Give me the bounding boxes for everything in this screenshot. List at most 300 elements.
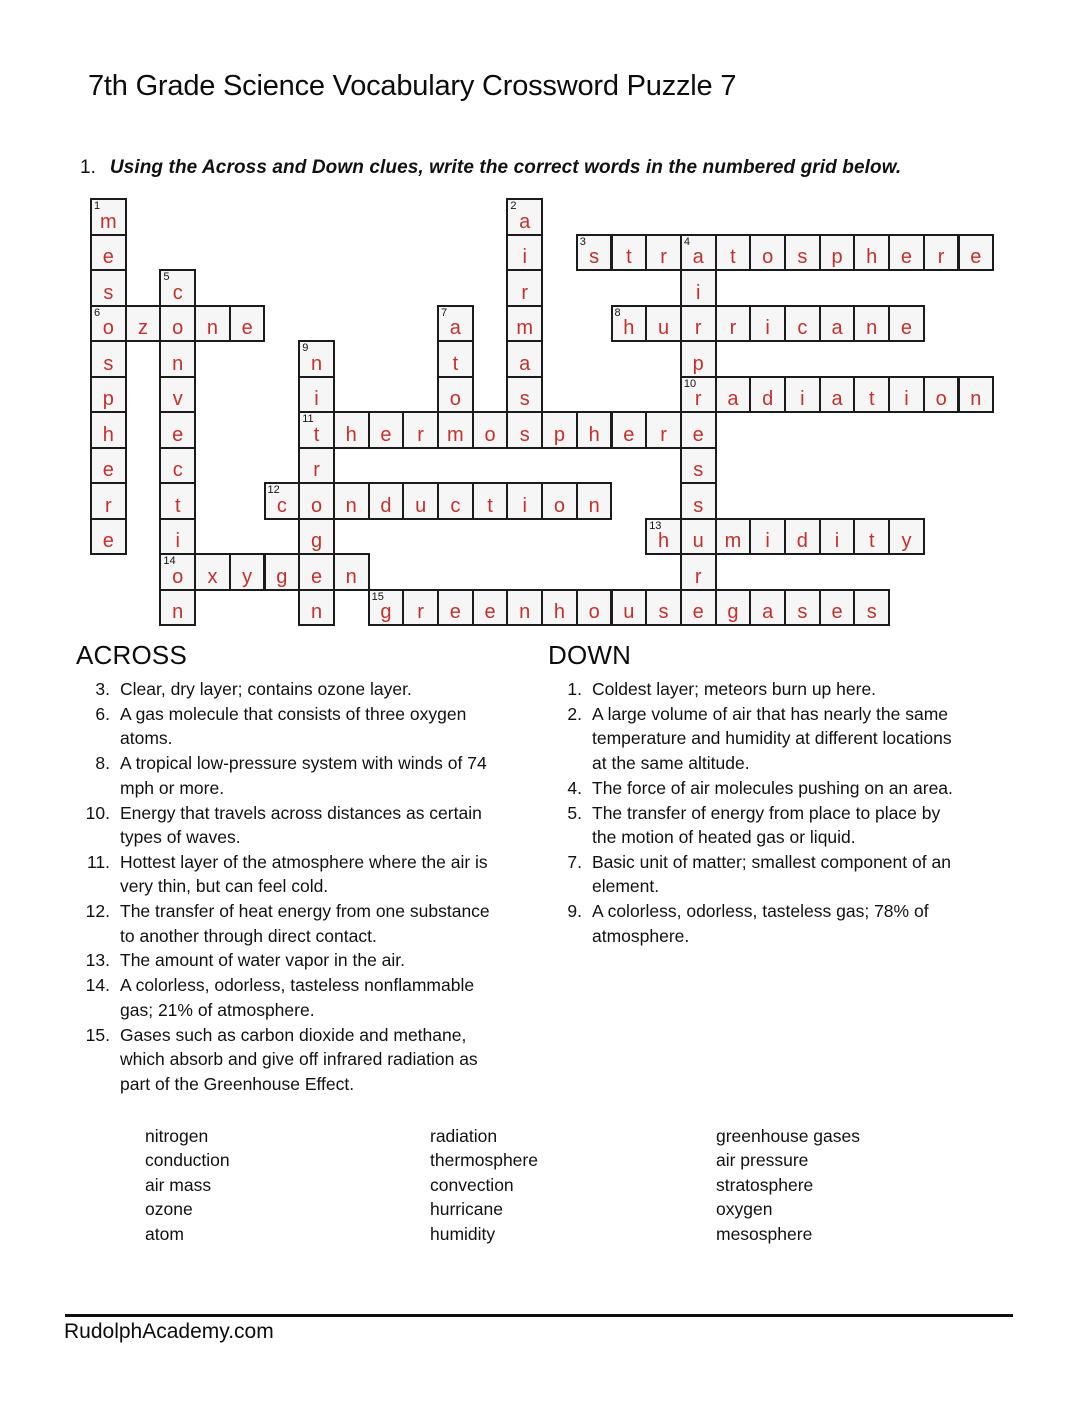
cell-letter: r [660,423,667,446]
clue-text: A tropical low-pressure system with winds of 74 mph or more. [120,753,487,798]
clue-text: Clear, dry layer; contains ozone layer. [120,679,412,699]
grid-cell [264,482,301,520]
grid-cell [402,589,439,627]
cell-number: 14 [163,555,176,567]
grid-cell [90,447,127,485]
clue-text: Coldest layer; meteors burn up here. [592,679,877,699]
grid-cell [958,376,995,414]
grid-cell [159,447,196,485]
grid-cell [819,376,856,414]
cell-letter: a [449,317,461,339]
cell-letter: s [866,601,877,623]
clue-text: A colorless, odorless, tasteless nonflammable gas; 21% of atmosphere. [120,975,475,1020]
across-clue-3 [76,677,556,701]
cell-letter: n [970,388,982,410]
grid-cell [749,589,786,627]
down-clue-9 [548,899,1048,948]
grid-cell [229,305,266,343]
cell-letter: p [692,352,704,375]
cell-number: 13 [649,519,662,532]
cell-letter: t [487,494,493,517]
word-bank-column-2 [430,1124,716,1246]
cell-letter: a [692,246,704,268]
cell-letter: s [693,459,704,481]
instruction-number: 1. [80,157,96,178]
grid-cell [506,482,543,520]
grid-cell [506,376,543,414]
cell-letter: a [831,317,843,339]
grid-cell [506,589,543,627]
cell-letter: m [100,210,117,233]
cell-number: 5 [163,271,170,283]
word-bank-word: thermosphere [430,1150,538,1171]
across-clue-10 [76,801,556,850]
cell-letter: s [519,423,530,446]
cell-letter: i [800,388,805,410]
grid-cell [680,234,717,272]
cell-letter: t [868,530,875,552]
cell-letter: r [105,494,112,517]
grid-cell [784,234,821,272]
cell-number: 9 [302,342,309,354]
cell-letter: s [693,494,704,517]
cell-letter: a [831,388,843,410]
cell-letter: o [449,388,461,410]
clue-text: The force of air molecules pushing on an area. [592,777,953,798]
grid-cell [90,340,127,378]
clue-number: 4. [567,777,582,798]
clue-text: Hottest layer of the atmosphere where the air is very thin, but can feel cold. [120,851,488,897]
grid-cell [159,589,196,627]
grid-cell [749,305,786,343]
grid-cell [715,234,752,272]
cell-letter: r [729,317,737,339]
cell-letter: r [313,459,320,481]
down-clue-4 [548,776,1048,800]
cell-letter: g [310,530,323,552]
word-bank-word: radiation [430,1126,498,1146]
cell-letter: s [103,281,114,304]
grid-cell [159,553,196,591]
grid-cell [784,305,821,343]
across-clue-8 [76,751,556,800]
clue-number: 8. [95,753,110,774]
grid-cell [715,376,752,414]
grid-cell [611,589,648,627]
cell-letter: r [521,281,529,304]
down-clue-list [548,677,1048,948]
clue-number: 9. [567,901,582,922]
grid-cell [784,376,821,414]
cell-letter: i [522,494,527,517]
grid-cell [159,376,196,414]
cell-letter: n [172,352,184,375]
grid-cell [194,553,231,591]
grid-cell [819,234,856,272]
grid-cell [333,411,370,449]
cell-number: 15 [371,590,384,603]
cell-number: 10 [683,377,697,390]
grid-cell [923,376,960,414]
cell-letter: c [172,281,183,304]
cell-letter: o [762,246,774,268]
clue-text: Gases such as carbon dioxide and methane, which absorb and give off infrared radiation as part of the Greenhouse Effect. [120,1024,478,1094]
cell-letter: n [345,565,357,588]
cell-number: 11 [302,413,314,425]
grid-cell [680,269,717,307]
grid-cell [888,305,925,343]
clue-text: The transfer of heat energy from one substance to another through direct contact. [120,901,490,946]
cell-letter: e [484,601,496,623]
cell-letter: z [138,317,149,339]
cell-letter: e [900,246,912,268]
word-bank-column-1 [145,1124,430,1246]
cell-letter: e [900,317,912,339]
grid-cell [159,411,196,449]
down-clues-section [548,640,1048,948]
cell-letter: t [174,494,181,517]
grid-cell [853,234,890,272]
grid-cell [472,482,509,520]
grid-cell [368,411,405,449]
grid-cell [159,269,196,307]
grid-cell [90,376,127,414]
word-bank-word: greenhouse gases [716,1126,860,1146]
grid-cell [298,589,335,627]
cell-letter: h [588,423,600,446]
cell-letter: a [519,352,531,375]
cell-letter: d [380,494,392,517]
grid-cell [506,411,543,449]
grid-cell [90,198,127,236]
across-clue-12 [76,899,556,948]
clue-text: The amount of water vapor in the air. [120,950,406,971]
cell-letter: e [692,423,704,446]
cell-letter: i [314,388,319,410]
grid-cell [437,305,474,343]
cell-letter: x [207,565,218,588]
cell-letter: n [519,601,531,623]
word-bank-word: atom [145,1223,184,1244]
cell-number: 8 [614,306,621,319]
cell-letter: u [623,601,635,623]
cell-letter: p [102,388,114,410]
grid-cell [90,411,127,449]
cell-letter: e [380,423,392,446]
grid-cell [90,482,127,520]
cell-letter: t [868,388,875,410]
grid-cell [680,518,717,556]
clue-number: 5. [567,802,582,823]
cell-number: 12 [267,484,280,496]
grid-cell [333,553,370,591]
cell-letter: s [797,601,808,623]
grid-cell [888,234,925,272]
instruction-text: Using the Across and Down clues, write the correct words in the numbered grid below. [109,157,902,178]
cell-letter: i [765,530,770,552]
cell-letter: e [102,246,114,268]
grid-cell [298,447,335,485]
word-bank-word: air mass [145,1174,212,1195]
grid-cell [749,518,786,556]
grid-cell [298,411,335,449]
cell-letter: r [694,565,702,588]
page-title: 7th Grade Science Vocabulary Crossword Puzzle 7 [88,70,737,102]
grid-cell [402,482,439,520]
grid-cell [264,553,301,591]
word-bank-word: nitrogen [145,1126,209,1146]
grid-cell [90,234,127,272]
cell-number: 3 [579,235,586,248]
grid-cell [680,376,717,414]
cell-letter: a [727,388,739,410]
grid-cell [958,234,995,272]
grid-cell [715,589,752,627]
grid-cell [680,482,717,520]
cell-letter: i [904,388,909,410]
cell-letter: e [449,601,461,623]
grid-cell [576,589,613,627]
cell-letter: n [866,317,878,339]
grid-cell [437,376,474,414]
across-clue-6 [76,702,556,751]
cell-letter: o [553,494,565,517]
cell-letter: c [797,317,808,339]
cell-letter: e [310,565,323,588]
cell-letter: h [102,423,114,446]
down-clue-7 [548,850,1048,899]
across-clue-15 [76,1023,556,1096]
cell-letter: r [417,423,424,446]
grid-cell [298,518,335,556]
cell-letter: n [172,601,184,623]
cell-letter: c [276,494,287,517]
down-clue-2 [548,702,1048,775]
clue-number: 2. [567,703,582,724]
clue-number: 14. [85,975,110,996]
clue-number: 3. [95,679,110,699]
cell-letter: y [242,565,253,588]
cell-letter: c [172,459,183,481]
cell-number: 1 [94,200,101,212]
grid-cell [715,518,752,556]
clue-number: 7. [567,851,582,872]
grid-cell [923,234,960,272]
clue-text: Basic unit of matter; smallest component of an element. [592,851,951,897]
cell-letter: n [206,317,218,339]
cell-number: 6 [94,306,101,319]
cell-letter: s [797,246,808,268]
cell-letter: e [970,246,982,268]
cell-letter: u [692,530,704,552]
cell-letter: o [935,388,947,410]
grid-cell [298,340,335,378]
cell-letter: n [310,601,323,623]
grid-cell [90,305,127,343]
grid-cell [472,589,509,627]
cell-letter: o [310,494,323,517]
clue-text: The transfer of energy from place to place by the motion of heated gas or liquid. [592,802,941,847]
cell-letter: m [447,423,464,446]
grid-cell [888,518,925,556]
down-clue-1 [548,677,1048,701]
grid-cell [333,482,370,520]
down-clue-5 [548,801,1048,850]
grid-cell [159,305,196,343]
cell-letter: h [345,423,357,446]
word-bank-word: conduction [145,1150,230,1171]
cell-letter: g [380,601,392,623]
cell-letter: r [694,388,702,410]
clue-number: 11. [86,851,110,872]
grid-cell [159,482,196,520]
grid-cell [784,518,821,556]
grid-cell [125,305,162,343]
cell-number: 2 [510,200,517,212]
across-heading: ACROSS [76,640,188,670]
grid-cell [437,340,474,378]
cell-letter: m [516,317,534,339]
clue-number: 1. [567,679,582,699]
cell-letter: n [588,494,600,517]
cell-number: 4 [683,235,691,248]
grid-cell [506,340,543,378]
footer-site-name: RudolphAcademy.com [64,1320,274,1343]
cell-letter: t [626,246,632,268]
grid-cell [715,305,752,343]
cell-letter: t [452,352,459,375]
grid-cell [506,198,543,236]
grid-cell [159,340,196,378]
grid-cell [853,518,890,556]
cell-letter: t [313,423,320,446]
word-bank-word: oxygen [716,1199,773,1220]
grid-cell [90,269,127,307]
cell-letter: e [692,601,704,623]
clue-number: 15. [85,1024,110,1045]
cell-letter: n [310,352,323,375]
cell-letter: i [522,246,527,268]
cell-letter: a [519,210,531,233]
grid-cell [645,411,682,449]
instruction-line [80,157,901,179]
grid-cell [680,340,717,378]
grid-cell [576,411,613,449]
cell-letter: o [172,565,184,588]
grid-cell [541,411,578,449]
cell-letter: e [241,317,253,339]
grid-cell [541,482,578,520]
grid-cell [368,589,405,627]
grid-cell [437,411,474,449]
grid-cell [576,234,613,272]
cell-letter: y [901,530,912,552]
cell-letter: r [417,601,424,623]
grid-cell [784,589,821,627]
clue-number: 10. [85,802,110,823]
cell-letter: m [724,530,742,552]
cell-letter: i [834,530,840,552]
cell-letter: v [172,388,183,410]
clue-number: 12. [85,901,110,922]
cell-letter: t [730,246,736,268]
grid-cell [749,376,786,414]
cell-letter: h [553,601,565,623]
grid-cell [853,589,890,627]
cell-letter: o [588,601,600,623]
cell-letter: p [831,246,843,268]
clue-text: A large volume of air that has nearly the same temperature and humidity at different locations at the same altitude. [592,703,952,773]
cell-letter: s [658,601,669,623]
cell-letter: i [175,530,180,552]
cell-letter: r [660,246,667,268]
word-bank [145,1124,860,1246]
grid-cell [680,411,717,449]
grid-cell [298,376,335,414]
cell-letter: s [589,246,600,268]
cell-letter: e [102,530,114,552]
cell-letter: e [831,601,843,623]
cell-letter: d [796,530,808,552]
grid-cell [611,234,648,272]
cell-letter: n [345,494,357,517]
clue-text: Energy that travels across distances as certain types of waves. [120,802,482,847]
grid-cell [437,589,474,627]
grid-cell [853,305,890,343]
grid-cell [611,305,648,343]
grid-cell [541,589,578,627]
cell-letter: i [696,281,701,304]
grid-cell [645,234,682,272]
grid-cell [645,589,682,627]
across-clue-13 [76,948,556,972]
cell-letter: o [172,317,184,339]
cell-letter: i [765,317,770,339]
grid-cell [819,518,856,556]
clue-number: 13. [85,950,110,971]
grid-cell [90,518,127,556]
grid-cell [506,234,543,272]
grid-cell [819,589,856,627]
grid-cell [576,482,613,520]
grid-cell [645,305,682,343]
cell-letter: h [623,317,635,339]
across-clue-list [76,677,556,1096]
grid-cell [506,269,543,307]
word-bank-word: convection [430,1174,514,1195]
across-clue-11 [76,850,556,899]
cell-letter: s [103,352,114,375]
grid-cell [402,411,439,449]
cell-letter: c [450,494,461,517]
footer-divider [65,1314,1013,1317]
cell-letter: p [553,423,565,446]
clue-text: A colorless, odorless, tasteless gas; 78% of atmosphere. [592,901,929,946]
down-heading: DOWN [548,640,632,670]
grid-cell [368,482,405,520]
grid-cell [298,553,335,591]
cell-letter: o [484,423,496,446]
grid-cell [680,553,717,591]
cell-letter: e [172,423,184,446]
cell-letter: r [937,246,945,268]
grid-cell [819,305,856,343]
across-clues-section [76,640,556,1096]
cell-letter: e [623,423,635,446]
word-bank-word: mesosphere [716,1223,813,1244]
word-bank-word: ozone [145,1199,193,1220]
clue-text: A gas molecule that consists of three oxygen atoms. [120,703,467,749]
